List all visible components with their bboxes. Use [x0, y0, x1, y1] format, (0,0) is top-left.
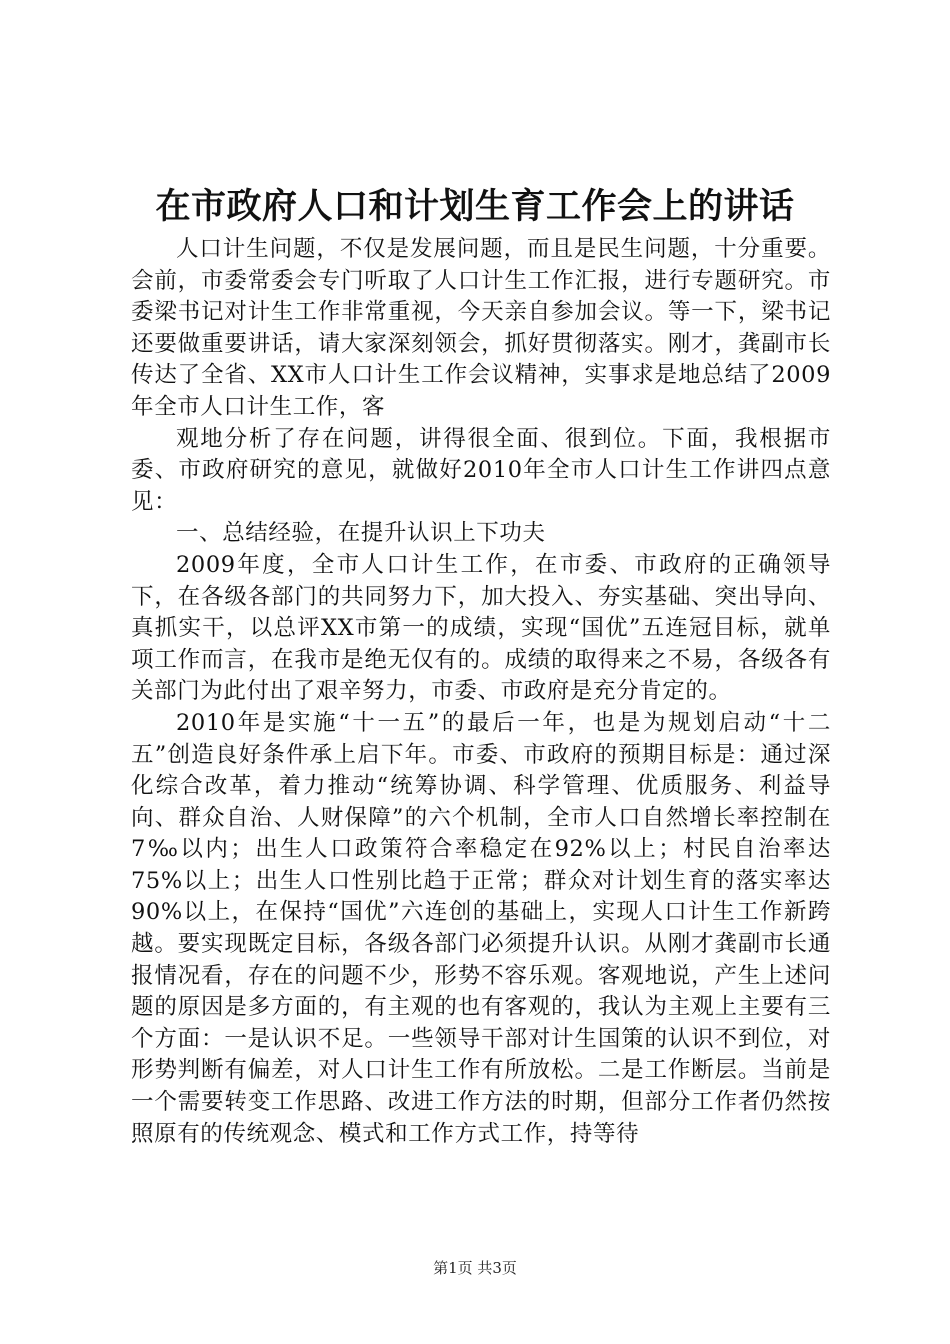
paragraph-goals: 2010年是实施“十一五”的最后一年，也是为规划启动“十二五”创造良好条件承上启下年。市委、市政府的预期目标是：通过深化综合改革，着力推动“统筹协调、科学管理、优质服务、利益导向、群众自治、人财保障”的六个机制，全市人口自然增长率控制在7‰以内；出生人口政策符合率稳定在92%以上；村民自治率达75%以上；出生人口性别比趋于正常；群众对计划生育的落实率达90%以上，在保持“国优”六连创的基础上，实现人口计生工作新跨越。要实现既定目标，各级各部门必须提升认识。从刚才龚副市长通报情况看，存在的问题不少，形势不容乐观。客观地说，产生上述问题的原因是多方面的，有主观的也有客观的，我认为主观上主要有三个方面：一是认识不足。一些领导干部对计生国策的认识不到位，对形势判断有偏差，对人口计生工作有所放松。二是工作断层。当前是一个需要转变工作思路、改进工作方法的时期，但部分工作者仍然按照原有的传统观念、模式和工作方式工作，持等待 — [131, 709, 831, 1147]
paragraph-intro: 人口计生问题，不仅是发展问题，而且是民生问题，十分重要。会前，市委常委会专门听取了人口计生工作汇报，进行专题研究。市委梁书记对计生工作非常重视，今天亲自参加会议。等一下，梁书记还要做重要讲话，请大家深刻领会，抓好贯彻落实。刚才，龚副市长传达了全省、XX市人口计生工作会议精神，实事求是地总结了2009年全市人口计生工作，客 — [131, 236, 831, 420]
document-title: 在市政府人口和计划生育工作会上的讲话 — [155, 186, 795, 227]
paragraph-continuation: 观地分析了存在问题，讲得很全面、很到位。下面，我根据市委、市政府研究的意见，就做好2010年全市人口计生工作讲四点意见： — [131, 425, 831, 515]
section-heading: 一、总结经验，在提升认识上下功夫 — [176, 520, 546, 547]
document-body — [131, 234, 831, 1150]
page-number-footer: 第1页 共3页 — [433, 1259, 517, 1277]
paragraph-achievements: 2009年度，全市人口计生工作，在市委、市政府的正确领导下，在各级各部门的共同努力下，加大投入、夯实基础、突出导向、真抓实干，以总评XX市第一的成绩，实现“国优”五连冠目标，就单项工作而言，在我市是绝无仅有的。成绩的取得来之不易，各级各有关部门为此付出了艰辛努力，市委、市政府是充分肯定的。 — [131, 551, 831, 705]
